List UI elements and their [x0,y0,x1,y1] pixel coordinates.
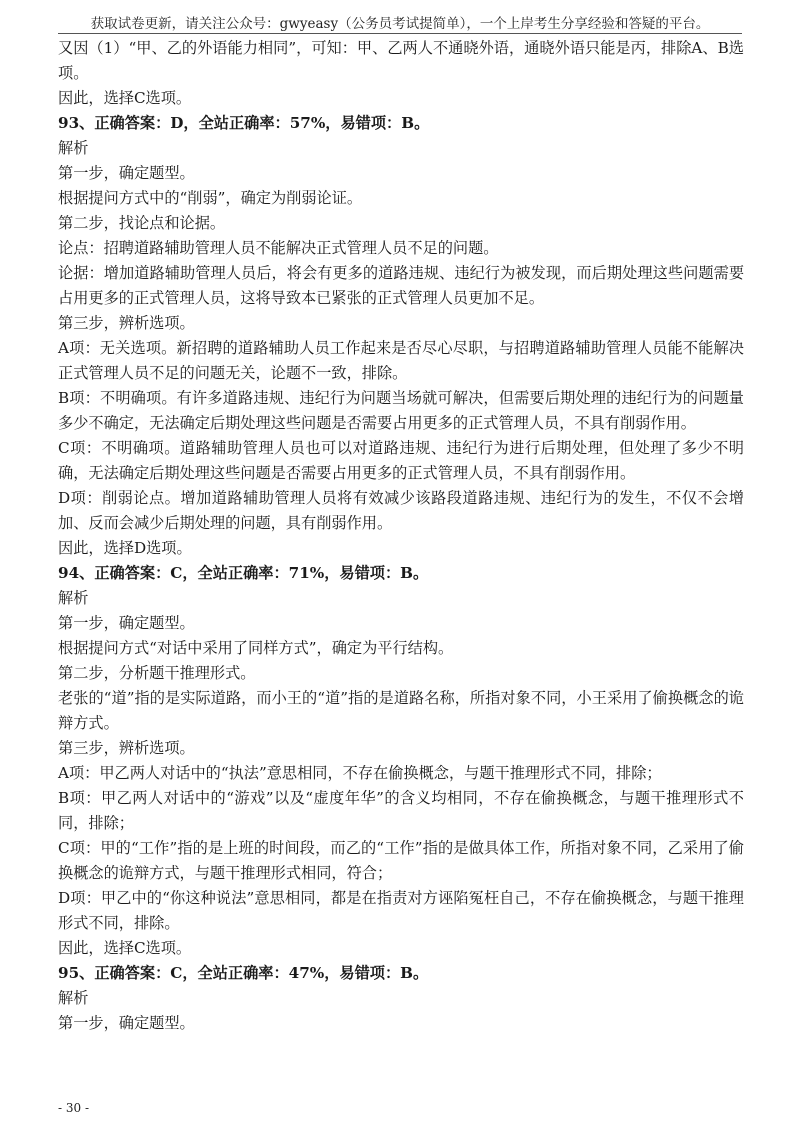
paragraph: 第一步，确定题型。 [58,614,195,632]
paragraph: 根据提问方式中的“削弱”，确定为削弱论证。 [58,189,363,207]
paragraph: D项：甲乙中的“你这种说法”意思相同，都是在指责对方诬陷冤枉自己，不存在偷换概念，与题干推理形式不同，排除。 [58,889,744,932]
paragraph: 第二步，找论点和论据。 [58,214,226,232]
page-header: 获取试卷更新，请关注公众号：gwyeasy（公务员考试提简单），一个上岸考生分享经验和答疑的平台。 [90,16,710,32]
page-number: - 30 - [58,1101,90,1115]
paragraph: 解析 [58,989,89,1007]
paragraph: B项：甲乙两人对话中的“游戏”以及“虚度年华”的含义均相同，不存在偷换概念，与题干推理形式不同，排除； [58,789,744,832]
paragraph: 因此，选择C选项。 [58,89,192,107]
paragraph: 因此，选择D选项。 [58,539,192,557]
paragraph: 老张的“道”指的是实际道路，而小王的“道”指的是道路名称，所指对象不同，小王采用了偷换概念的诡辩方式。 [58,689,744,732]
question-answer-heading: 93、正确答案：D，全站正确率：57%，易错项：B。 [58,114,430,132]
paragraph: 第三步，辨析选项。 [58,739,195,757]
paragraph: A项：无关选项。新招聘的道路辅助人员工作起来是否尽心尽职，与招聘道路辅助管理人员能不能解决正式管理人员不足的问题无关，论题不一致，排除。 [58,339,744,382]
paragraph: 解析 [58,139,89,157]
paragraph: 论据：增加道路辅助管理人员后，将会有更多的道路违规、违纪行为被发现，而后期处理这些问题需要占用更多的正式管理人员，这将导致本已紧张的正式管理人员更加不足。 [58,264,744,307]
paragraph: D项：削弱论点。增加道路辅助管理人员将有效减少该路段道路违规、违纪行为的发生，不仅不会增加、反而会减少后期处理的问题，具有削弱作用。 [58,489,744,532]
paragraph: 根据提问方式“对话中采用了同样方式”，确定为平行结构。 [58,639,454,657]
paragraph: 解析 [58,589,89,607]
header-divider [58,33,742,34]
paragraph: C项：不明确项。道路辅助管理人员也可以对道路违规、违纪行为进行后期处理，但处理了多少不明确，无法确定后期处理这些问题是否需要占用更多的正式管理人员，不具有削弱作用。 [58,439,744,482]
question-answer-heading: 95、正确答案：C，全站正确率：47%，易错项：B。 [58,964,429,982]
paragraph: 第二步，分析题干推理形式。 [58,664,256,682]
paragraph: 第一步，确定题型。 [58,164,195,182]
paragraph: 第一步，确定题型。 [58,1014,195,1032]
paragraph: C项：甲的“工作”指的是上班的时间段，而乙的“工作”指的是做具体工作，所指对象不同，乙采用了偷换概念的诡辩方式，与题干推理形式相同，符合； [58,839,744,882]
question-answer-heading: 94、正确答案：C，全站正确率：71%，易错项：B。 [58,564,429,582]
paragraph: 论点：招聘道路辅助管理人员不能解决正式管理人员不足的问题。 [58,239,499,257]
paragraph: 第三步，辨析选项。 [58,314,195,332]
paragraph: 又因（1）“甲、乙的外语能力相同”，可知：甲、乙两人不通晓外语，通晓外语只能是丙，排除A、B选项。 [58,39,744,82]
paragraph: A项：甲乙两人对话中的“执法”意思相同，不存在偷换概念，与题干推理形式不同，排除； [58,764,662,782]
paragraph: 因此，选择C选项。 [58,939,192,957]
document-body [58,36,744,1036]
paragraph: B项：不明确项。有许多道路违规、违纪行为问题当场就可解决，但需要后期处理的违纪行为的问题量多少不确定，无法确定后期处理这些问题是否需要占用更多的正式管理人员，不具有削弱作用。 [58,389,744,432]
